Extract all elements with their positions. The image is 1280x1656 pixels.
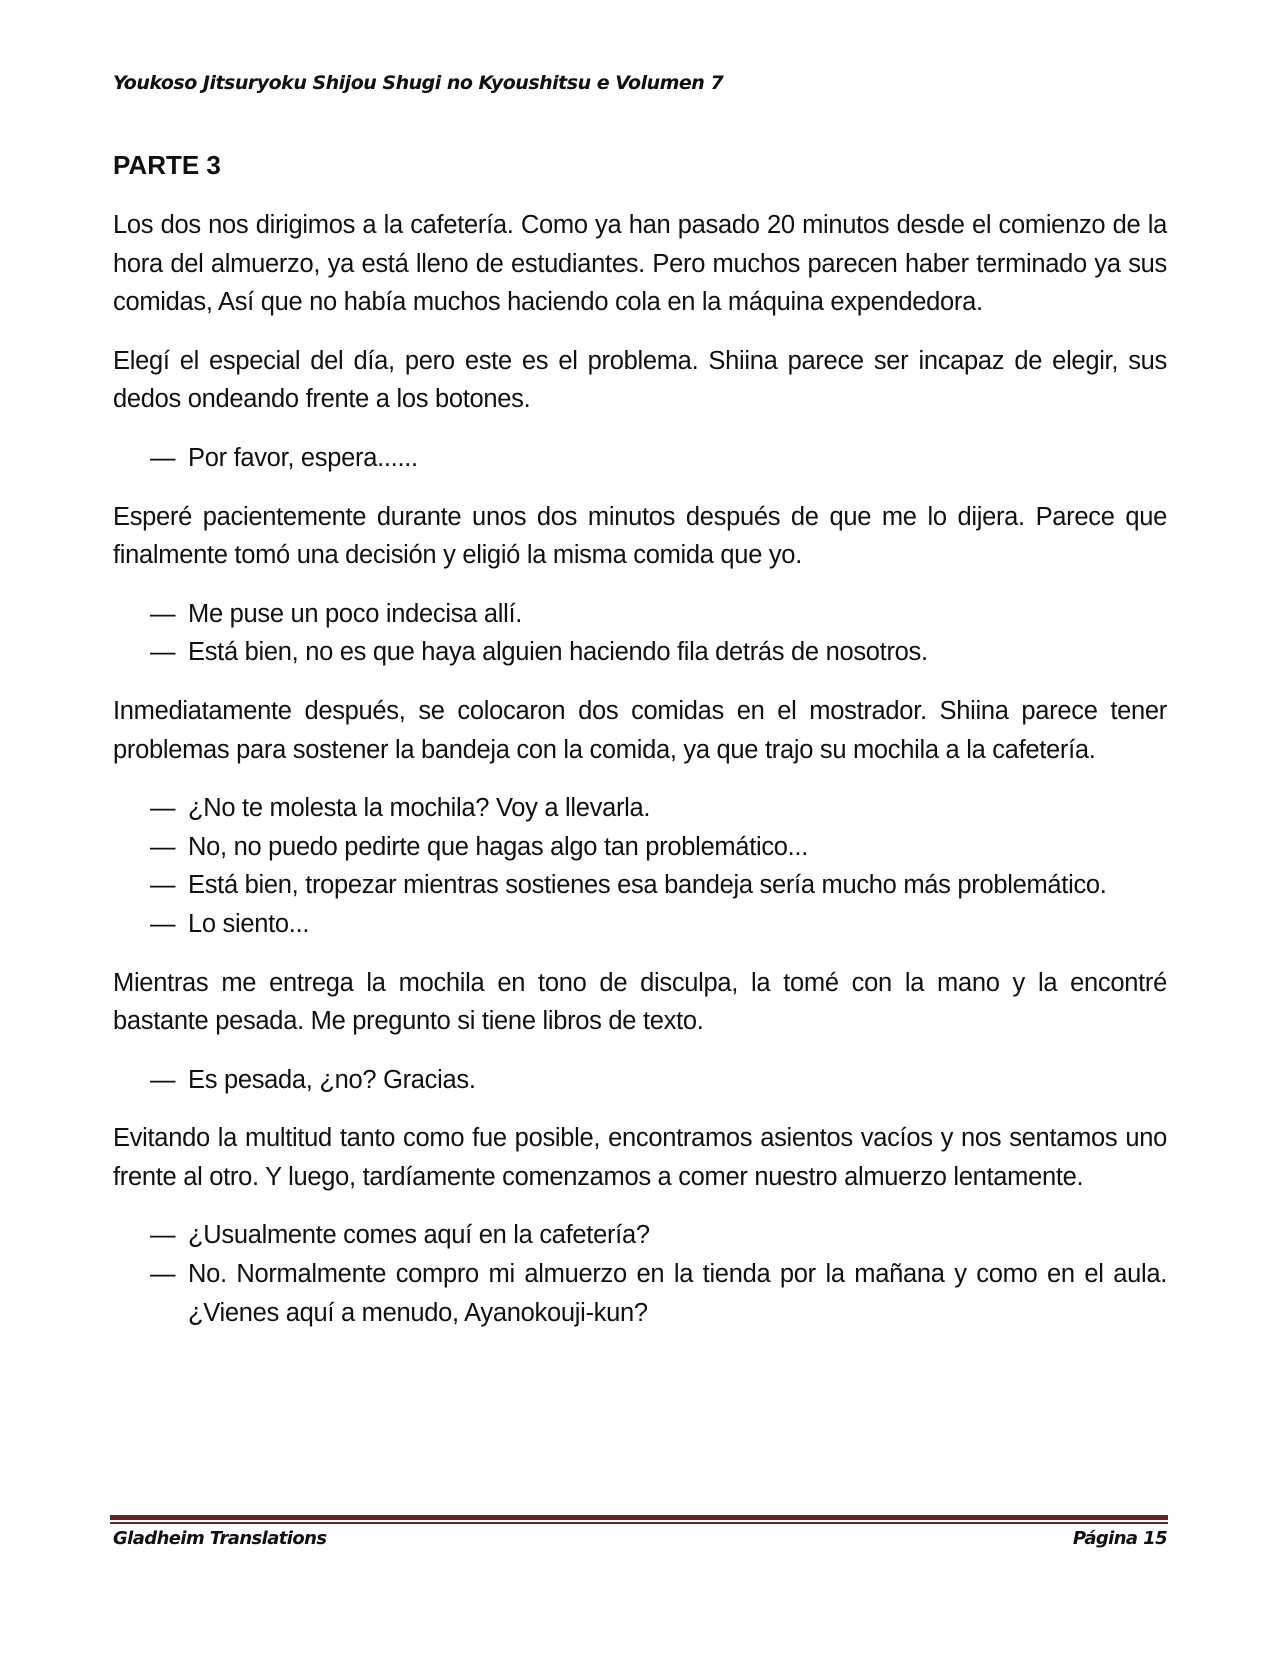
dialogue-text: Me puse un poco indecisa allí. [188, 599, 523, 628]
dialogue-block [113, 439, 1167, 478]
dialogue-block [113, 595, 1167, 672]
dialogue-line [113, 905, 1167, 944]
dialogue-line [113, 633, 1167, 672]
em-dash: — [150, 599, 176, 628]
footer-translator: Gladheim Translations [113, 1528, 327, 1549]
em-dash: — [150, 909, 176, 938]
dialogue-block [113, 789, 1167, 943]
dialogue-line [113, 789, 1167, 828]
paragraph: Inmediatamente después, se colocaron dos comidas en el mostrador. Shiina parece tener problemas para sostener la bandeja con la comida, ya que trajo su mochila a la cafetería. [113, 696, 1167, 764]
dialogue-text: ¿No te molesta la mochila? Voy a llevarla. [188, 794, 651, 823]
footer-rule-thin [110, 1522, 1168, 1524]
dialogue-text: ¿Usualmente comes aquí en la cafetería? [188, 1221, 650, 1250]
dialogue-block [113, 1216, 1167, 1332]
em-dash: — [150, 638, 176, 667]
dialogue-line [113, 1061, 1167, 1100]
dialogue-text: Lo siento... [188, 909, 310, 938]
em-dash: — [150, 794, 176, 823]
dialogue-line [113, 866, 1167, 905]
paragraph: Los dos nos dirigimos a la cafetería. Como ya han pasado 20 minutos desde el comienzo de la hora del almuerzo, ya está lleno de estudiantes. Pero muchos parecen haber terminado ya sus comidas, Así que no había muchos haciendo cola en la máquina expendedora. [113, 211, 1167, 317]
dialogue-text: Está bien, tropezar mientras sostienes esa bandeja sería mucho más problemático. [188, 871, 1107, 900]
dialogue-text: Está bien, no es que haya alguien haciendo fila detrás de nosotros. [188, 638, 928, 667]
em-dash: — [150, 832, 176, 861]
em-dash: — [150, 1260, 176, 1289]
em-dash: — [150, 1221, 176, 1250]
em-dash: — [150, 1065, 176, 1094]
em-dash: — [150, 443, 176, 472]
paragraph: Esperé pacientemente durante unos dos minutos después de que me lo dijera. Parece que finalmente tomó una decisión y eligió la misma comida que yo. [113, 502, 1167, 570]
dialogue-line [113, 828, 1167, 867]
paragraph: Mientras me entrega la mochila en tono de disculpa, la tomé con la mano y la encontré bastante pesada. Me pregunto si tiene libros de texto. [113, 968, 1167, 1036]
page-number: Página 15 [1072, 1528, 1167, 1549]
footer-rule [110, 1515, 1168, 1524]
dialogue-text: Por favor, espera...... [188, 443, 418, 472]
dialogue-block [113, 1061, 1167, 1100]
dialogue-line [113, 1216, 1167, 1255]
dialogue-line [113, 595, 1167, 634]
dialogue-line [113, 439, 1167, 478]
em-dash: — [150, 871, 176, 900]
dialogue-text: No. Normalmente compro mi almuerzo en la tienda por la mañana y como en el aula. ¿Vienes aquí a menudo, Ayanokouji-kun? [188, 1260, 1167, 1327]
dialogue-line [113, 1255, 1167, 1332]
dialogue-text: Es pesada, ¿no? Gracias. [188, 1065, 476, 1094]
dialogue-text: No, no puedo pedirte que hagas algo tan problemático... [188, 832, 809, 861]
page-footer [113, 1528, 1167, 1549]
body-text [113, 206, 1167, 1352]
section-title: PARTE 3 [113, 150, 221, 180]
running-header: Youkoso Jitsuryoku Shijou Shugi no Kyoushitsu e Volumen 7 [113, 72, 724, 94]
paragraph: Evitando la multitud tanto como fue posible, encontramos asientos vacíos y nos sentamos uno frente al otro. Y luego, tardíamente comenzamos a comer nuestro almuerzo lentamente. [113, 1124, 1167, 1191]
paragraph: Elegí el especial del día, pero este es el problema. Shiina parece ser incapaz de elegir, sus dedos ondeando frente a los botones. [113, 346, 1167, 414]
